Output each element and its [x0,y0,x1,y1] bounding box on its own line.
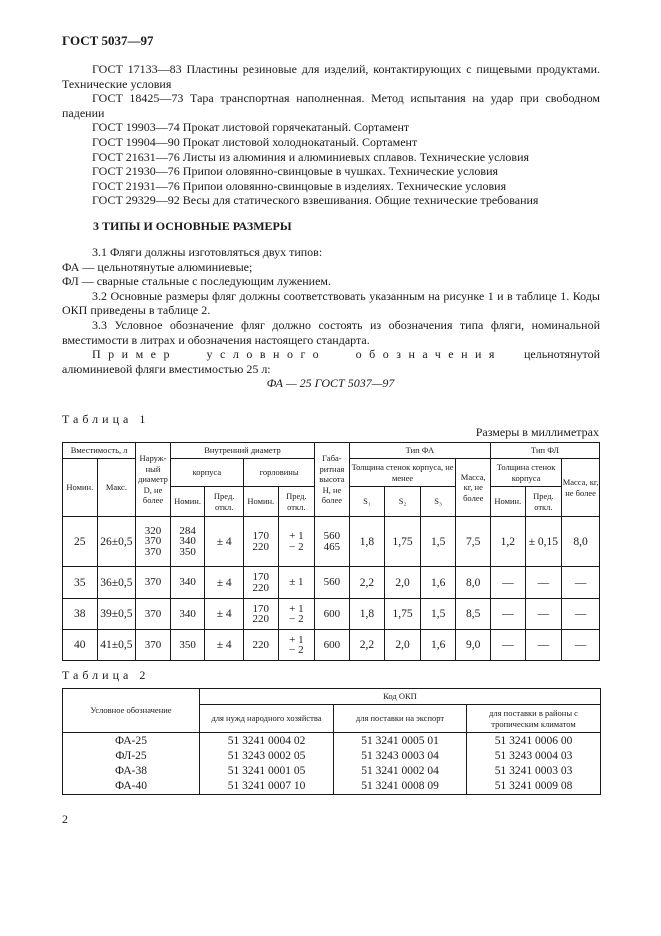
col-neck-nom: Номин. [243,487,278,517]
col-type-fl: Тип ФЛ [491,443,600,459]
reference-item: ГОСТ 19904—90 Прокат листовой холоднокатаный. Сортамент [92,134,418,149]
reference-item: ГОСТ 19903—74 Прокат листовой горячекатаный. Сортамент [92,120,410,135]
paragraph-3-1: 3.1 Фляги должны изготовляться двух типов: [92,245,323,259]
col-outer-diameter: Наруж-ный диаметр D, не более [136,443,171,517]
section-title: 3 ТИПЫ И ОСНОВНЫЕ РАЗМЕРЫ [93,219,292,233]
col-okp: Код ОКП [200,689,601,705]
col-domestic: для нужд народного хозяйства [200,705,334,733]
type-fl-line: ФЛ — сварные стальные с последующим лужением. [62,274,332,289]
col-body: корпуса [170,459,243,487]
table2 [62,688,601,795]
col-fl-dev: Пред. откл. [525,487,562,517]
col-neck-dev: Пред. откл. [278,487,315,517]
table-row: ФА-38 51 3241 0001 05 51 3241 0002 04 51 3241 0003 03 [63,764,601,779]
col-capacity-nom: Номин. [63,459,98,517]
table1 [62,442,600,661]
col-designation: Условное обозначение [63,689,200,733]
col-tropical: для поставки в районы с тропическим климатом [467,705,601,733]
section-body [62,245,600,376]
col-capacity-max: Макс. [97,459,136,517]
col-mass-fa: Масса, кг, не более [456,459,491,517]
col-s1: S₁ [349,487,385,517]
reference-list [62,62,600,208]
table1-units: Размеры в миллиметрах [475,425,599,439]
table-row: ФЛ-25 51 3243 0002 05 51 3243 0003 04 51 3243 0004 03 [63,749,601,764]
col-mass-fl: Масса, кг, не более [562,459,600,517]
document-header: ГОСТ 5037—97 [62,33,154,48]
reference-item: ГОСТ 21931—76 Припои оловянно-свинцовые в изделиях. Технические условия [92,178,507,193]
col-wall-fl: Толщина стенок корпуса [491,459,562,487]
example-text: цельнотянутой алюминиевой фляги вместимостью 25 л: [62,347,600,376]
col-body-nom: Номин. [170,487,205,517]
table-row: 35 36±0,5 370 340 ± 4 170 220 ± 1 560 2,2 2,0 1,6 8,0 — — — [63,567,600,599]
col-inner-diameter: Внутренний диаметр [170,443,314,459]
table-row: ФА-25 51 3241 0004 02 51 3241 0005 01 51 3241 0006 00 [63,733,601,749]
col-height: Габа-ритная высота H, не более [315,443,350,517]
paragraph-3-2: 3.2 Основные размеры фляг должны соответствовать указанным на рисунке 1 и в таблице 1. Коды ОКП приведены в таблице 2. [62,288,600,318]
col-body-dev: Пред. откл. [205,487,244,517]
table-row: 38 39±0,5 370 340 ± 4 170 220 + 1 − 2 600 1,8 1,75 1,5 8,5 — — — [63,599,600,630]
col-wall-fa: Толщина стенок корпуса, не менее [349,459,456,487]
col-export: для поставки на экспорт [334,705,467,733]
col-capacity: Вместимость, л [63,443,136,459]
col-type-fa: Тип ФА [349,443,490,459]
reference-item: ГОСТ 21930—76 Припои оловянно-свинцовые в чушках. Технические условия [92,164,499,179]
col-s2: S₂ [385,487,421,517]
table-row: 25 26±0,5 320 370 370 284 340 350 ± 4 170 220 + 1 − 2 560 465 1,8 1,75 1,5 7,5 1,2 ± 0,15 8,0 [63,517,600,567]
col-s3: S₃ [420,487,456,517]
table2-caption: Таблица 2 [62,668,150,682]
reference-item: ГОСТ 21631—76 Листы из алюминия и алюминиевых сплавов. Технические условия [92,149,530,164]
table-row: ФА-40 51 3241 0007 10 51 3241 0008 09 51 3241 0009 08 [63,779,601,795]
example-label: Пример условного обозначения [92,347,502,362]
type-fa-line: ФА — цельнотянутые алюминиевые; [62,259,253,274]
reference-item: ГОСТ 18425—73 Тара транспортная наполненная. Метод испытания на удар при свободном падении [62,91,600,120]
col-neck: горловины [243,459,314,487]
reference-item: ГОСТ 17133—83 Пластины резиновые для изделий, контактирующих с пищевыми продуктами. Технические условия [62,62,601,91]
table-row: 40 41±0,5 370 350 ± 4 220 + 1 − 2 600 2,2 2,0 1,6 9,0 — — — [63,630,600,661]
reference-item: ГОСТ 29329—92 Весы для статического взвешивания. Общие технические требования [92,193,539,208]
example-designation: ФА — 25 ГОСТ 5037—97 [266,376,395,390]
page-number: 2 [62,812,68,826]
col-fl-nom: Номин. [491,487,526,517]
example-paragraph [62,347,600,376]
paragraph-3-3: 3.3 Условное обозначение фляг должно состоять из обозначения типа фляги, номинальной вместимости в литрах и обозначения настоящего стандарта. [62,317,600,347]
table1-caption: Таблица 1 [62,412,150,426]
